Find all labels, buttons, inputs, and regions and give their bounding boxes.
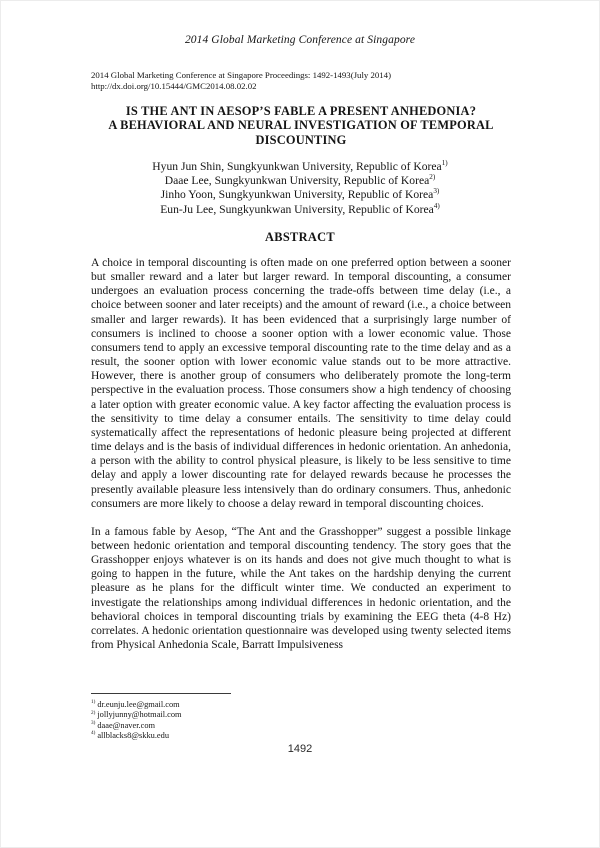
author-name: Hyun Jun Shin, Sungkyunkwan University, Republic of Korea [152, 160, 442, 173]
author-line [1, 203, 599, 217]
author-line [1, 160, 599, 174]
doi-line: http://dx.doi.org/10.15444/GMC2014.08.02.02 [91, 81, 257, 92]
footnote-line [91, 731, 182, 741]
footnote-line [91, 710, 182, 720]
author-name: Daae Lee, Sungkyunkwan University, Republic of Korea [164, 174, 430, 188]
running-head: 2014 Global Marketing Conference at Singapore [184, 34, 416, 46]
footnote-marker: 3) [91, 720, 96, 727]
footnote-email: allblacks8@skku.edu [97, 731, 170, 741]
abstract-paragraph-1: A choice in temporal discounting is often made on one preferred option between a sooner but smaller reward and a later but larger reward. In temporal discounting, a consumer undergoes an evaluation process concerning the trade-offs between time delay (i.e., a choice between sooner and later receipts) and the amount of reward (i.e., a choice between smaller and larger rewards). It has been evidenced that a surprisingly large number of consumers is inclined to choose a sooner option with a lower economic value. Those consumers tend to apply an excessive temporal discounting rate to the time delay and as a result, the sooner option with lower economic value stands out to be more attractive. However, there is another group of consumers who deliberately promote the long-term perspective in the evaluation process. Those consumers show a high tendency of choosing a later option with greater economic value. A key factor affecting the evaluation process is the sensitivity to time delay a consumer entails. The sensitivity to time delay could systematically affect the representations of hedonic pleasure being projected at different time delays and is the basis of individual differences in hedonic orientation. An anhedonia, a person with the ability to control physical pleasure, is likely to be less sensitive to time delay and apply a lower discounting rate for delayed rewards because he processes the presently available pleasure less intensively than do ordinary consumers. Thus, anhedonic consumers are more likely to choose a delay reward in temporal discounting choices. [91, 257, 511, 510]
footnote-marker: 2) [91, 709, 96, 716]
abstract-body [91, 256, 511, 666]
footnote-email: jollyjunny@hotmail.com [97, 710, 182, 720]
author-footnote-marker: 2) [429, 173, 436, 182]
citation-block [91, 70, 521, 93]
title-line-2: A BEHAVIORAL AND NEURAL INVESTIGATION OF TEMPORAL [108, 118, 494, 133]
author-name: Eun-Ju Lee, Sungkyunkwan University, Republic of Korea [160, 202, 434, 216]
proceedings-citation-line: 2014 Global Marketing Conference at Singapore Proceedings: 1492-1493(July 2014) [91, 70, 392, 80]
page-number: 1492 [287, 743, 313, 755]
footnote-email: dr.eunju.lee@gmail.com [97, 700, 180, 709]
footnote-divider [91, 693, 231, 694]
author-footnote-marker: 3) [433, 187, 440, 196]
footnote-list [91, 700, 182, 742]
title-line-1: IS THE ANT IN AESOP’S FABLE A PRESENT ANHEDONIA? [125, 104, 477, 118]
footnote-marker: 4) [91, 730, 96, 737]
author-name: Jinho Yoon, Sungkyunkwan University, Republic of Korea [160, 188, 434, 202]
abstract-heading: ABSTRACT [265, 230, 335, 244]
author-footnote-marker: 1) [441, 159, 448, 168]
author-footnote-marker: 4) [433, 201, 440, 210]
author-list [1, 160, 599, 217]
author-line [1, 188, 599, 202]
footnote-marker: 1) [91, 699, 96, 706]
footnote-line [91, 700, 182, 710]
author-line [1, 174, 599, 188]
abstract-paragraph-2: In a famous fable by Aesop, “The Ant and the Grasshopper” suggest a possible linkage between hedonic orientation and temporal discounting tendency. The story goes that the Grasshopper enjoys whatever is on its hands and does not give much thought to what is going to happen in the future, while the Ant takes on the hardship denying the current pleasure as he plans for the difficult winter time. We conducted an experiment to investigate the relationships among individual differences in hedonic orientation, and the behavioral choices in temporal discounting trials by examining the EEG theta (4-8 Hz) correlates. A hedonic orientation questionnaire was developed using twenty selected items from Physical Anhedonia Scale, Barratt Impulsiveness [91, 525, 511, 652]
footnote-line [91, 721, 182, 731]
title-line-3: DISCOUNTING [255, 132, 347, 147]
paper-title [61, 104, 541, 147]
footnote-email: daae@naver.com [97, 720, 156, 730]
